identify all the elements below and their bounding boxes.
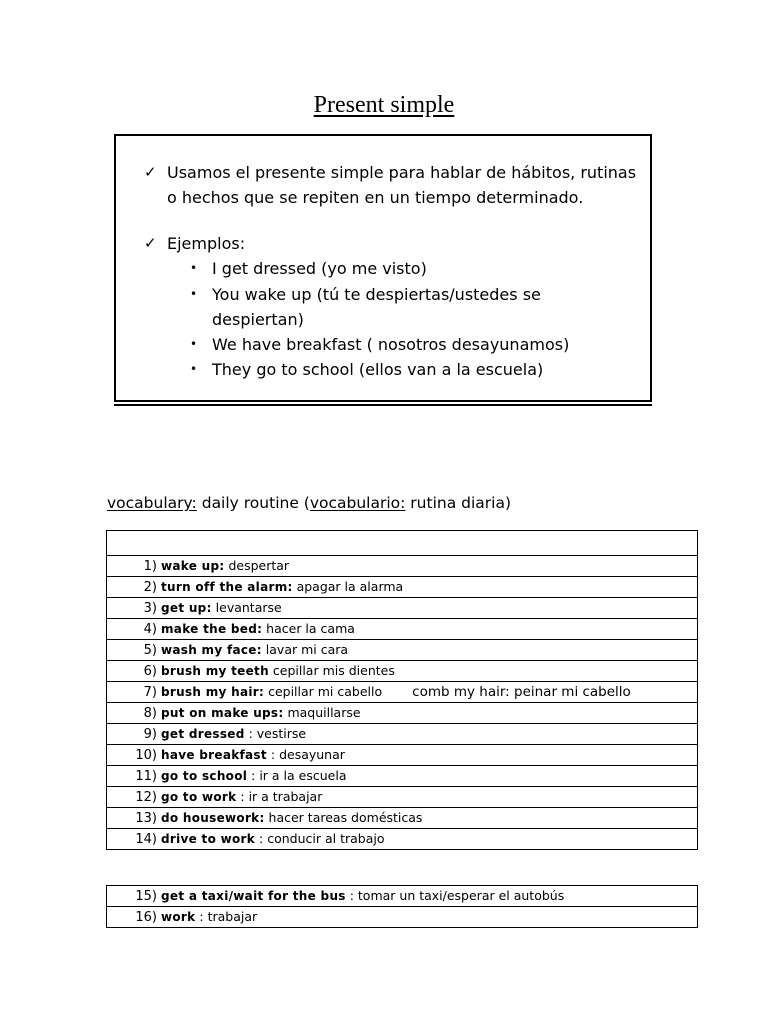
english-term: brush my teeth <box>161 664 269 678</box>
check-icon: ✓ <box>144 234 157 252</box>
table-row <box>107 619 698 640</box>
item-number: 12) <box>135 790 157 805</box>
english-term: get up: <box>161 601 212 615</box>
vocab-table-1 <box>106 530 698 850</box>
table-header-row <box>107 531 698 556</box>
extra-term: comb my hair: peinar mi cabello <box>412 684 631 700</box>
table-row <box>107 829 698 850</box>
english-term: have breakfast <box>161 748 267 762</box>
item-number: 2) <box>143 580 157 595</box>
english-term: put on make ups: <box>161 706 284 720</box>
spanish-translation: levantarse <box>211 600 282 615</box>
english-term: work <box>161 910 196 924</box>
item-number: 6) <box>143 664 157 679</box>
item-number: 8) <box>143 706 157 721</box>
english-term: make the bed: <box>161 622 263 636</box>
vocab-label-en: vocabulary: <box>107 494 197 512</box>
examples-label: Ejemplos: <box>167 234 246 253</box>
vocab-cell <box>107 556 698 577</box>
example-text: We have breakfast ( nosotros desayunamos) <box>212 335 570 354</box>
english-term: get a taxi/wait for the bus <box>161 889 346 903</box>
item-number: 13) <box>135 811 157 826</box>
table-row <box>107 598 698 619</box>
usage-line-2: o hechos que se repiten en un tiempo determinado. <box>167 188 584 207</box>
item-number: 4) <box>143 622 157 637</box>
vocab-text-en: daily routine ( <box>196 494 310 512</box>
vocab-cell <box>107 619 698 640</box>
table-row <box>107 724 698 745</box>
english-term: do housework: <box>161 811 265 825</box>
vocab-cell <box>107 724 698 745</box>
bullet-icon: • <box>190 337 198 351</box>
vocab-cell <box>107 640 698 661</box>
english-term: wake up: <box>161 559 225 573</box>
table-row <box>107 787 698 808</box>
example-text: despiertan) <box>212 310 304 329</box>
table-row <box>107 556 698 577</box>
item-number: 9) <box>143 727 157 742</box>
table-row <box>107 661 698 682</box>
table-row <box>107 808 698 829</box>
item-number: 16) <box>135 910 157 925</box>
table-header-cell <box>107 531 698 556</box>
table-row <box>107 745 698 766</box>
bullet-icon: • <box>190 287 198 301</box>
item-number: 3) <box>143 601 157 616</box>
spanish-translation: : ir a trabajar <box>236 789 323 804</box>
spanish-translation: hacer tareas domésticas <box>264 810 423 825</box>
english-term: turn off the alarm: <box>161 580 293 594</box>
bullet-icon: • <box>190 362 198 376</box>
example-text: You wake up (tú te despiertas/ustedes se <box>212 285 541 304</box>
vocab-text-es: rutina diaria) <box>405 494 511 512</box>
vocab-cell <box>107 745 698 766</box>
item-number: 1) <box>143 559 157 574</box>
vocab-cell <box>107 703 698 724</box>
table-row <box>107 907 698 928</box>
spanish-translation: lavar mi cara <box>261 642 349 657</box>
spanish-translation: despertar <box>224 558 290 573</box>
spanish-translation: : conducir al trabajo <box>255 831 385 846</box>
english-term: go to work <box>161 790 237 804</box>
vocab-heading <box>107 494 511 512</box>
vocab-cell <box>107 682 698 703</box>
vocab-label-es: vocabulario: <box>309 494 406 512</box>
example-text: I get dressed (yo me visto) <box>212 259 427 278</box>
item-number: 7) <box>143 685 157 700</box>
vocab-cell <box>107 829 698 850</box>
spanish-translation: : desayunar <box>266 747 345 762</box>
info-box <box>114 134 652 402</box>
table-row <box>107 577 698 598</box>
vocab-cell <box>107 907 698 928</box>
vocab-cell <box>107 787 698 808</box>
bullet-icon: • <box>190 261 198 275</box>
table-row <box>107 703 698 724</box>
spanish-translation: cepillar mi cabello <box>264 684 383 699</box>
english-term: wash my face: <box>161 643 262 657</box>
spanish-translation: apagar la alarma <box>292 579 404 594</box>
vocab-table-2 <box>106 885 698 928</box>
spanish-translation: hacer la cama <box>262 621 355 636</box>
item-number: 10) <box>135 748 157 763</box>
spanish-translation: cepillar mis dientes <box>268 663 395 678</box>
english-term: drive to work <box>161 832 256 846</box>
spanish-translation: : trabajar <box>195 909 258 924</box>
page-title: Present simple <box>313 92 455 118</box>
table-row <box>107 640 698 661</box>
table-row <box>107 766 698 787</box>
table-row <box>107 682 698 703</box>
example-text: They go to school (ellos van a la escuela) <box>212 360 544 379</box>
item-number: 5) <box>143 643 157 658</box>
english-term: go to school <box>161 769 248 783</box>
vocab-cell <box>107 886 698 907</box>
spanish-translation: : ir a la escuela <box>247 768 347 783</box>
vocab-cell <box>107 598 698 619</box>
english-term: get dressed <box>161 727 245 741</box>
vocab-cell <box>107 661 698 682</box>
item-number: 11) <box>135 769 157 784</box>
spanish-translation: : vestirse <box>244 726 307 741</box>
spanish-translation: maquillarse <box>283 705 361 720</box>
usage-line-1: Usamos el presente simple para hablar de hábitos, rutinas <box>167 163 637 182</box>
table-row <box>107 886 698 907</box>
spanish-translation: : tomar un taxi/esperar el autobús <box>345 888 565 903</box>
vocab-cell <box>107 808 698 829</box>
item-number: 15) <box>135 889 157 904</box>
item-number: 14) <box>135 832 157 847</box>
check-icon: ✓ <box>144 163 157 181</box>
vocab-cell <box>107 766 698 787</box>
vocab-cell <box>107 577 698 598</box>
english-term: brush my hair: <box>161 685 265 699</box>
